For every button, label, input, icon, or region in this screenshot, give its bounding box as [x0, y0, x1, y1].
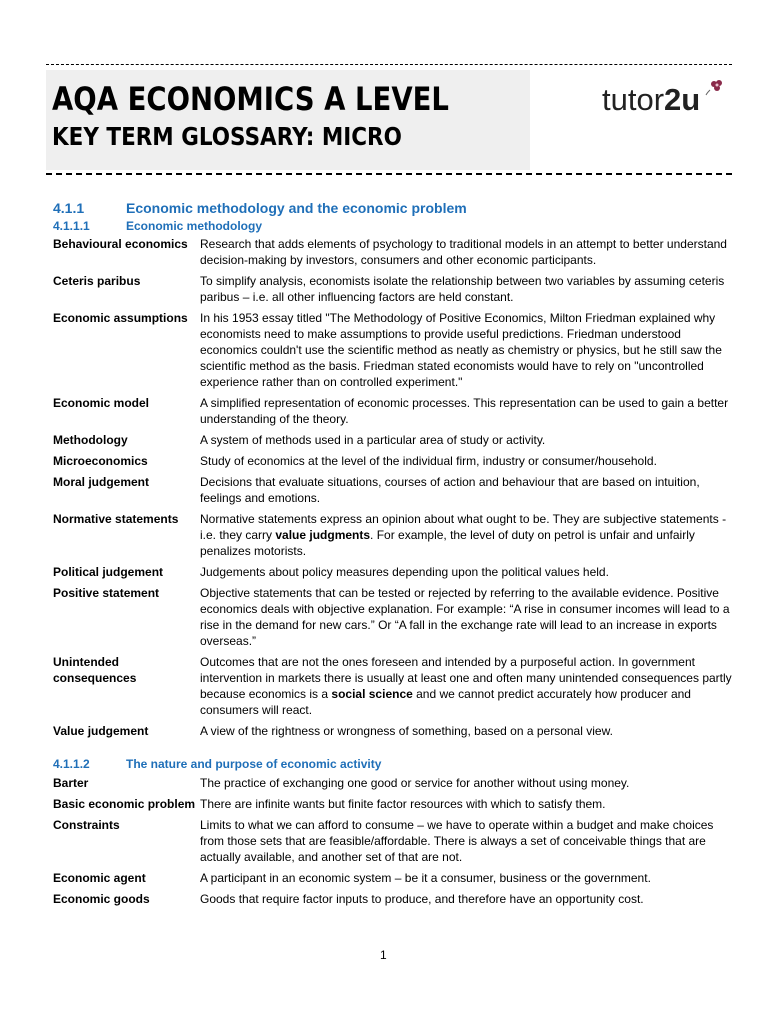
glossary-definition: Decisions that evaluate situations, courses of action and behaviour that are based on intuition, feelings and emotions. [200, 475, 700, 505]
definition-text: and we cannot predict accurately how producer and consumers will react. [200, 687, 691, 717]
glossary-term: Positive statement [53, 586, 160, 600]
glossary-definition: Objective statements that can be tested or rejected by referring to the available evidence. Positive economics deals with objective explanation. For example: “A rise in consumer incomes will lead to a rise in the demand for new cars.” Or “A fall in the exchange rate will lead to an increase in exports overseas.” [200, 586, 730, 648]
glossary-term: Microeconomics [53, 454, 148, 468]
glossary-definition: There are infinite wants but finite factor resources with which to satisfy them. [200, 797, 606, 811]
glossary-definition [200, 654, 735, 718]
glossary-definition [200, 511, 735, 559]
bottom-dashed-rule [46, 173, 732, 175]
glossary-term: Ceteris paribus [53, 274, 141, 288]
glossary-term: Economic goods [53, 892, 150, 906]
glossary-row [53, 891, 743, 907]
definition-emphasis: value judgments [275, 528, 371, 542]
glossary-definition: Study of economics at the level of the individual firm, industry or consumer/household. [200, 454, 657, 468]
subsection-title: The nature and purpose of economic activity [126, 757, 382, 771]
definition-text: Outcomes that are not the ones foreseen and intended by a purposeful action. In government intervention in markets there is usually at least one and often many unintended consequences partly because economics is a [200, 655, 732, 701]
glossary-definition: A view of the rightness or wrongness of something, based on a personal view. [200, 724, 613, 738]
glossary-row [53, 310, 743, 390]
glossary-row [53, 817, 743, 865]
glossary-row [53, 585, 743, 649]
page-number: 1 [380, 948, 387, 962]
glossary-definition: In his 1953 essay titled "The Methodology of Positive Economics, Milton Friedman explained why economists need to make assumptions to provide useful predictions. Friedman understood economics couldn't use the scientific method as neatly as chemistry or physics, but he still saw the scientific method as the basis. Friedman stated economists would have to rely on "uncontrolled experience rather than on controlled experiment." [200, 311, 722, 389]
section-heading [53, 200, 467, 216]
section-number: 4.1.1 [53, 200, 85, 216]
glossary-definition: The practice of exchanging one good or service for another without using money. [200, 776, 630, 790]
glossary-definition: A simplified representation of economic processes. This representation can be used to gain a better understanding of the theory. [200, 396, 729, 426]
glossary-row [53, 474, 743, 506]
definition-text: Normative statements express an opinion about what ought to be. They are subjective statements - i.e. they carry [200, 512, 727, 542]
glossary-row [53, 796, 743, 812]
logo-text-bold: 2u [664, 82, 701, 117]
glossary-term: Economic model [53, 396, 150, 410]
glossary-definition: Limits to what we can afford to consume – we have to operate within a budget and make choices from those sets that are feasible/affordable. There is always a set of conceivable things that are actually available, and another set of that are not. [200, 818, 714, 864]
logo-text-regular: tutor [602, 82, 665, 117]
glossary-term: Normative statements [53, 512, 179, 526]
glossary-row [53, 395, 743, 427]
definition-text: . For example, the level of duty on petrol is unfair and unfairly penalizes motorists. [200, 528, 695, 558]
glossary-definition: Judgements about policy measures depending upon the political values held. [200, 565, 609, 579]
subsection-title: Economic methodology [126, 219, 263, 233]
definition-emphasis: social science [331, 687, 413, 701]
glossary-row [53, 564, 743, 580]
flower-icon [704, 78, 728, 96]
glossary-row [53, 273, 743, 305]
glossary-term: Constraints [53, 818, 120, 832]
section-title: Economic methodology and the economic problem [126, 200, 467, 216]
glossary-definition: A participant in an economic system – be it a consumer, business or the government. [200, 871, 651, 885]
glossary-term: Value judgement [53, 724, 149, 738]
glossary-list-methodology [53, 236, 743, 744]
glossary-row [53, 723, 743, 739]
glossary-row [53, 870, 743, 886]
glossary-definition: Goods that require factor inputs to produce, and therefore have an opportunity cost. [200, 892, 644, 906]
glossary-list-economic-activity [53, 775, 743, 912]
glossary-term: Moral judgement [53, 475, 150, 489]
glossary-row [53, 654, 743, 718]
document-subtitle: KEY TERM GLOSSARY: MICRO [52, 122, 402, 151]
tutor2u-logo [602, 82, 700, 118]
glossary-row [53, 453, 743, 469]
glossary-definition: Research that adds elements of psychology to traditional models in an attempt to better understand decision-making by investors, consumers and other economic participants. [200, 237, 727, 267]
subsection-number: 4.1.1.1 [53, 219, 90, 233]
glossary-term: Political judgement [53, 565, 164, 579]
glossary-row [53, 511, 743, 559]
glossary-term: Unintended consequences [53, 655, 137, 685]
glossary-row [53, 432, 743, 448]
glossary-term: Methodology [53, 433, 128, 447]
subsection-heading-economic-activity [53, 757, 381, 771]
glossary-definition: A system of methods used in a particular area of study or activity. [200, 433, 546, 447]
glossary-term: Economic assumptions [53, 311, 188, 325]
subsection-heading-methodology [53, 219, 262, 233]
glossary-row [53, 236, 743, 268]
top-dashed-rule [46, 64, 732, 65]
glossary-term: Economic agent [53, 871, 146, 885]
glossary-term: Basic economic problem [53, 797, 196, 811]
document-title: AQA ECONOMICS A LEVEL [52, 80, 449, 118]
subsection-number: 4.1.1.2 [53, 757, 90, 771]
glossary-row [53, 775, 743, 791]
glossary-term: Behavioural economics [53, 237, 188, 251]
glossary-term: Barter [53, 776, 89, 790]
glossary-definition: To simplify analysis, economists isolate the relationship between two variables by assuming ceteris paribus – i.e. all other influencing factors are held constant. [200, 274, 725, 304]
